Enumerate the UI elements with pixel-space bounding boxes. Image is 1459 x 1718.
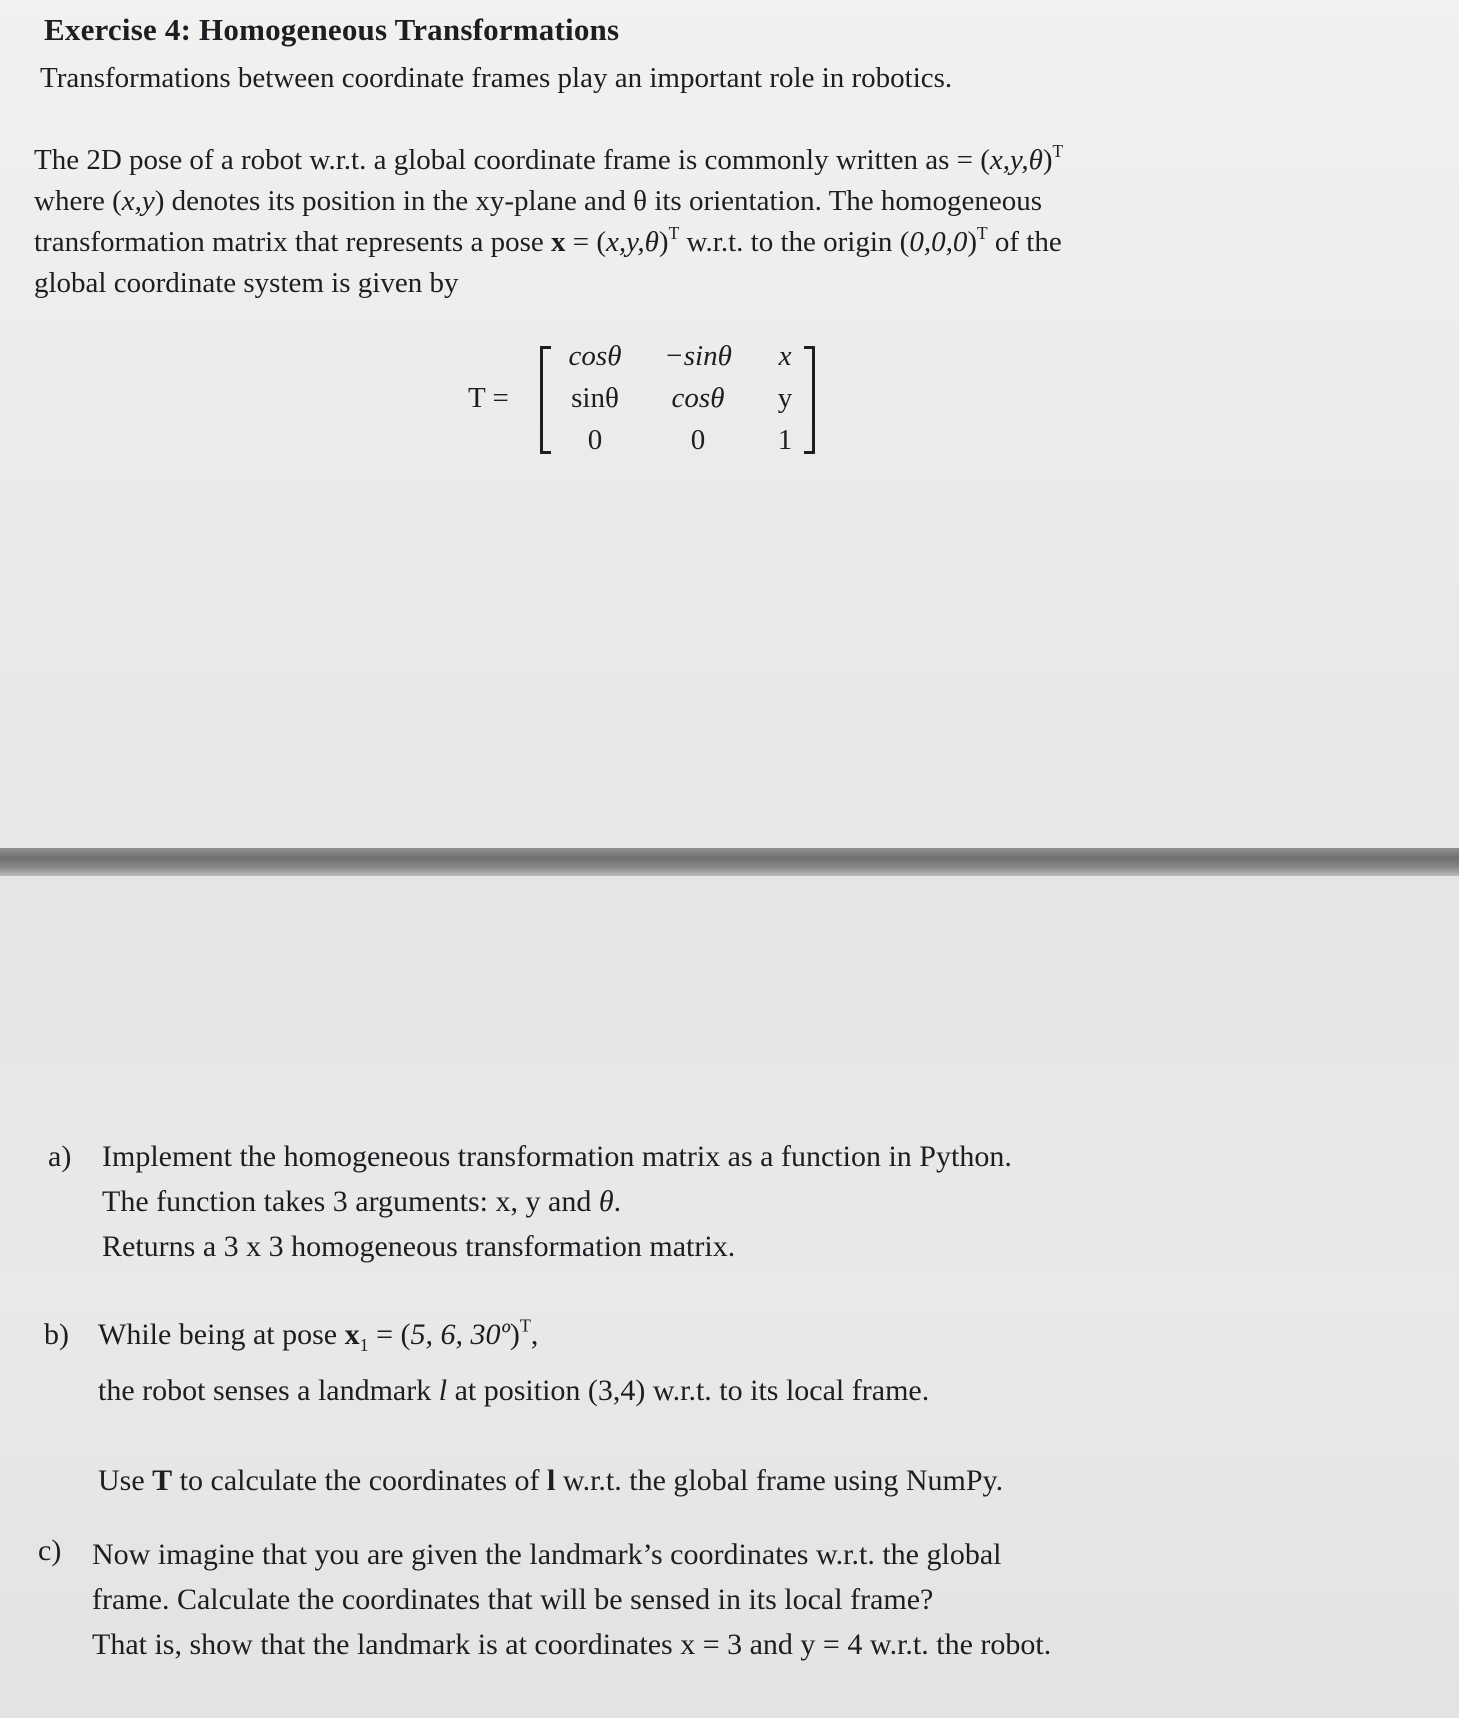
- question-a-label: a): [48, 1140, 72, 1173]
- question-b-line-1: While being at pose $x_1 = (5$, 6, 30º)$^T$,: [98, 1315, 539, 1355]
- question-c-label: c): [38, 1534, 62, 1567]
- description-line-3: transformation matrix that represents a pose $x = (x,y,\theta)^T$ w.r.t. to the origin $(0,0,0)^T$ of the: [34, 222, 1062, 258]
- matrix-left-bracket: [540, 346, 551, 454]
- description-line-4: global coordinate system is given by: [34, 267, 459, 299]
- matrix-cell: x: [778, 340, 792, 372]
- question-c-line-3: That is, show that the landmark is at coordinates x = 3 and y = 4 w.r.t. the robot.: [92, 1628, 1052, 1661]
- matrix-cell: cosθ: [671, 382, 725, 414]
- question-c-line-1: Now imagine that you are given the landmark’s coordinates w.r.t. the global: [92, 1538, 1002, 1571]
- description-paragraph: [34, 140, 1274, 304]
- question-b: [98, 1312, 1398, 1503]
- question-c-line-2: frame. Calculate the coordinates that will be sensed in its local frame?: [92, 1583, 934, 1616]
- question-b-line-3: Use T to calculate the coordinates of l w.r.t. the global frame using NumPy.: [98, 1464, 1004, 1497]
- matrix-cell: sinθ: [571, 382, 619, 414]
- page-divider: [0, 848, 1459, 876]
- transformation-matrix-equation: [468, 340, 828, 464]
- question-c: [92, 1532, 1392, 1667]
- matrix-cell: 0: [690, 424, 706, 456]
- matrix-right-bracket: [804, 346, 815, 454]
- intro-text: Transformations between coordinate frames play an important role in robotics.: [40, 62, 953, 94]
- matrix-cell: cosθ: [568, 340, 622, 372]
- question-b-line-2: the robot senses a landmark l at position (3,4) w.r.t. to its local frame.: [98, 1374, 930, 1407]
- description-line-1: The 2D pose of a robot w.r.t. a global coordinate frame is commonly written as = $(x,y,\theta)^T$: [34, 140, 1064, 176]
- question-a-line-3: Returns a 3 x 3 homogeneous transformation matrix.: [102, 1230, 736, 1263]
- matrix-cell: 1: [777, 424, 793, 456]
- question-a-line-1: Implement the homogeneous transformation matrix as a function in Python.: [102, 1140, 1012, 1173]
- matrix-cell: −sinθ: [664, 340, 732, 372]
- question-a-line-2: The function takes 3 arguments: x, y and θ.: [102, 1185, 622, 1218]
- matrix-lhs: T =: [468, 382, 509, 414]
- question-b-gap: [98, 1413, 1398, 1458]
- question-b-label: b): [44, 1318, 69, 1351]
- exercise-title: Exercise 4: Homogeneous Transformations: [44, 12, 620, 47]
- matrix-cell: y: [777, 382, 793, 414]
- description-line-2: where (x,y) denotes its position in the xy-plane and θ its orientation. The homogeneous: [34, 185, 1042, 217]
- question-a: [102, 1134, 1402, 1269]
- matrix-cell: 0: [587, 424, 603, 456]
